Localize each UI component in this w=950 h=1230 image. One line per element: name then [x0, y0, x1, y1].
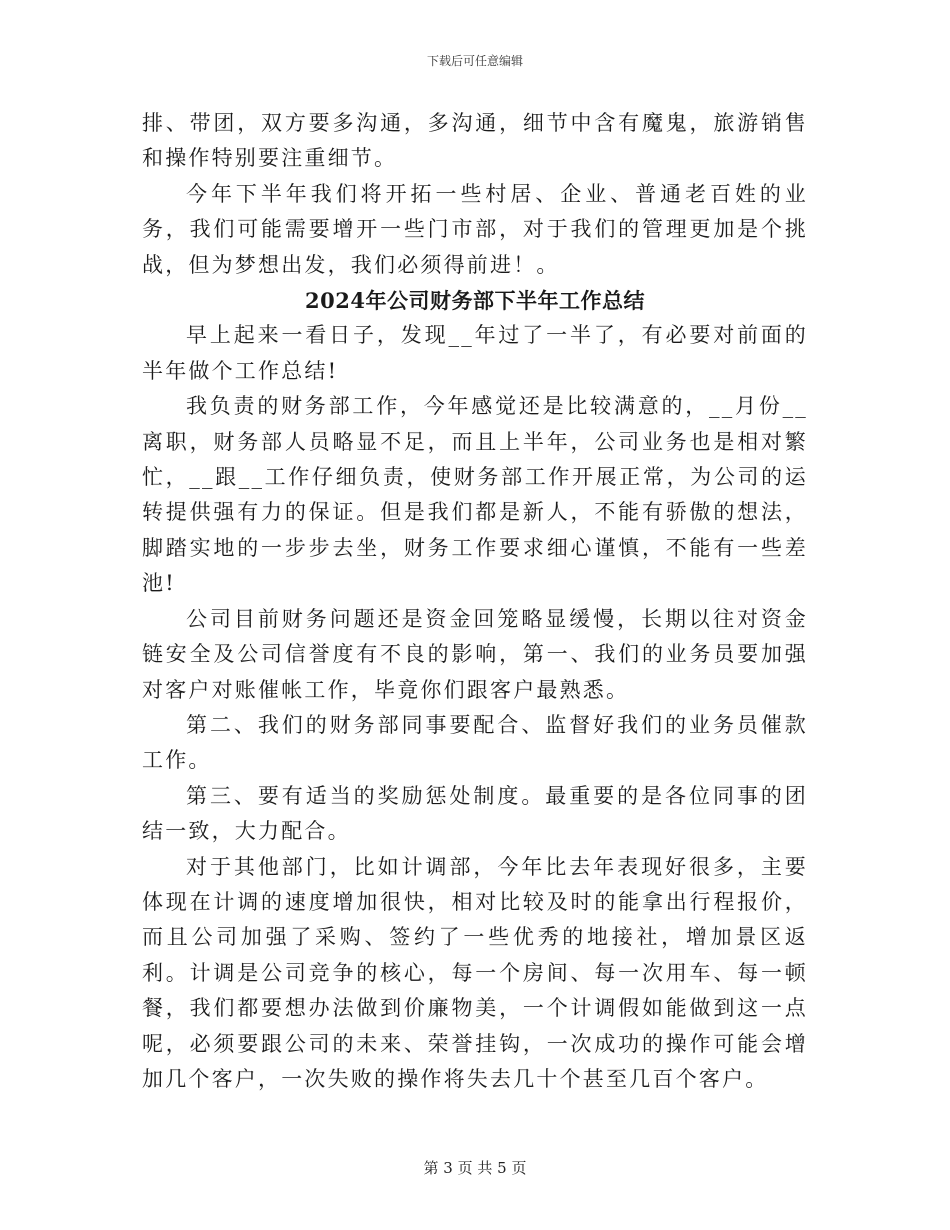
- paragraph-intro: 早上起来一看日子，发现__年过了一半了，有必要对前面的半年做个工作总结!: [142, 323, 808, 383]
- paragraph-other-departments: 对于其他部门，比如计调部，今年比去年表现好很多，主要体现在计调的速度增加很快，相对比较及时的能拿出行程报价，而且公司加强了采购、签约了一些优秀的地接社，增加景区返利。计调是公司竞争的核心，每一个房间、每一次用车、每一顿餐，我们都要想办法做到价廉物美，一个计调假如能做到这一点呢，必须要跟公司的未来、荣誉挂钩，一次成功的操作可能会增加几个客户，一次失败的操作将失去几十个甚至几百个客户。: [142, 854, 808, 1091]
- paragraph-finance-work: 我负责的财务部工作，今年感觉还是比较满意的，__月份__离职，财务部人员略显不足，而且上半年，公司业务也是相对繁忙，__跟__工作仔细负责，使财务部工作开展正常，为公司的运转提供强有力的保证。但是我们都是新人，不能有骄傲的想法，脚踏实地的一步步去坐，财务工作要求细心谨慎，不能有一些差池!: [142, 394, 808, 596]
- page-header: 下载后可任意编辑: [426, 54, 523, 68]
- paragraph-third-point: 第三、要有适当的奖励惩处制度。最重要的是各位同事的团结一致，大力配合。: [142, 783, 808, 844]
- paragraph-finance-issues: 公司目前财务问题还是资金回笼略显缓慢，长期以往对资金链安全及公司信誉度有不良的影响，第一、我们的业务员要加强对客户对账催帐工作，毕竟你们跟客户最熟悉。: [142, 606, 808, 702]
- paragraph-second-point: 第二、我们的财务部同事要配合、监督好我们的业务员催款工作。: [142, 712, 808, 773]
- page-footer: 第 3 页 共 5 页: [423, 1159, 527, 1177]
- paragraph-continued: 排、带团，双方要多沟通，多沟通，细节中含有魔鬼，旅游销售和操作特别要注重细节。: [142, 111, 808, 171]
- section-title: 2024年公司财务部下半年工作总结: [305, 288, 645, 314]
- paragraph-plan: 今年下半年我们将开拓一些村居、企业、普通老百姓的业务，我们可能需要增开一些门市部，对于我们的管理更加是个挑战，但为梦想出发，我们必须得前进！。: [142, 181, 808, 277]
- document-body: [142, 106, 808, 1097]
